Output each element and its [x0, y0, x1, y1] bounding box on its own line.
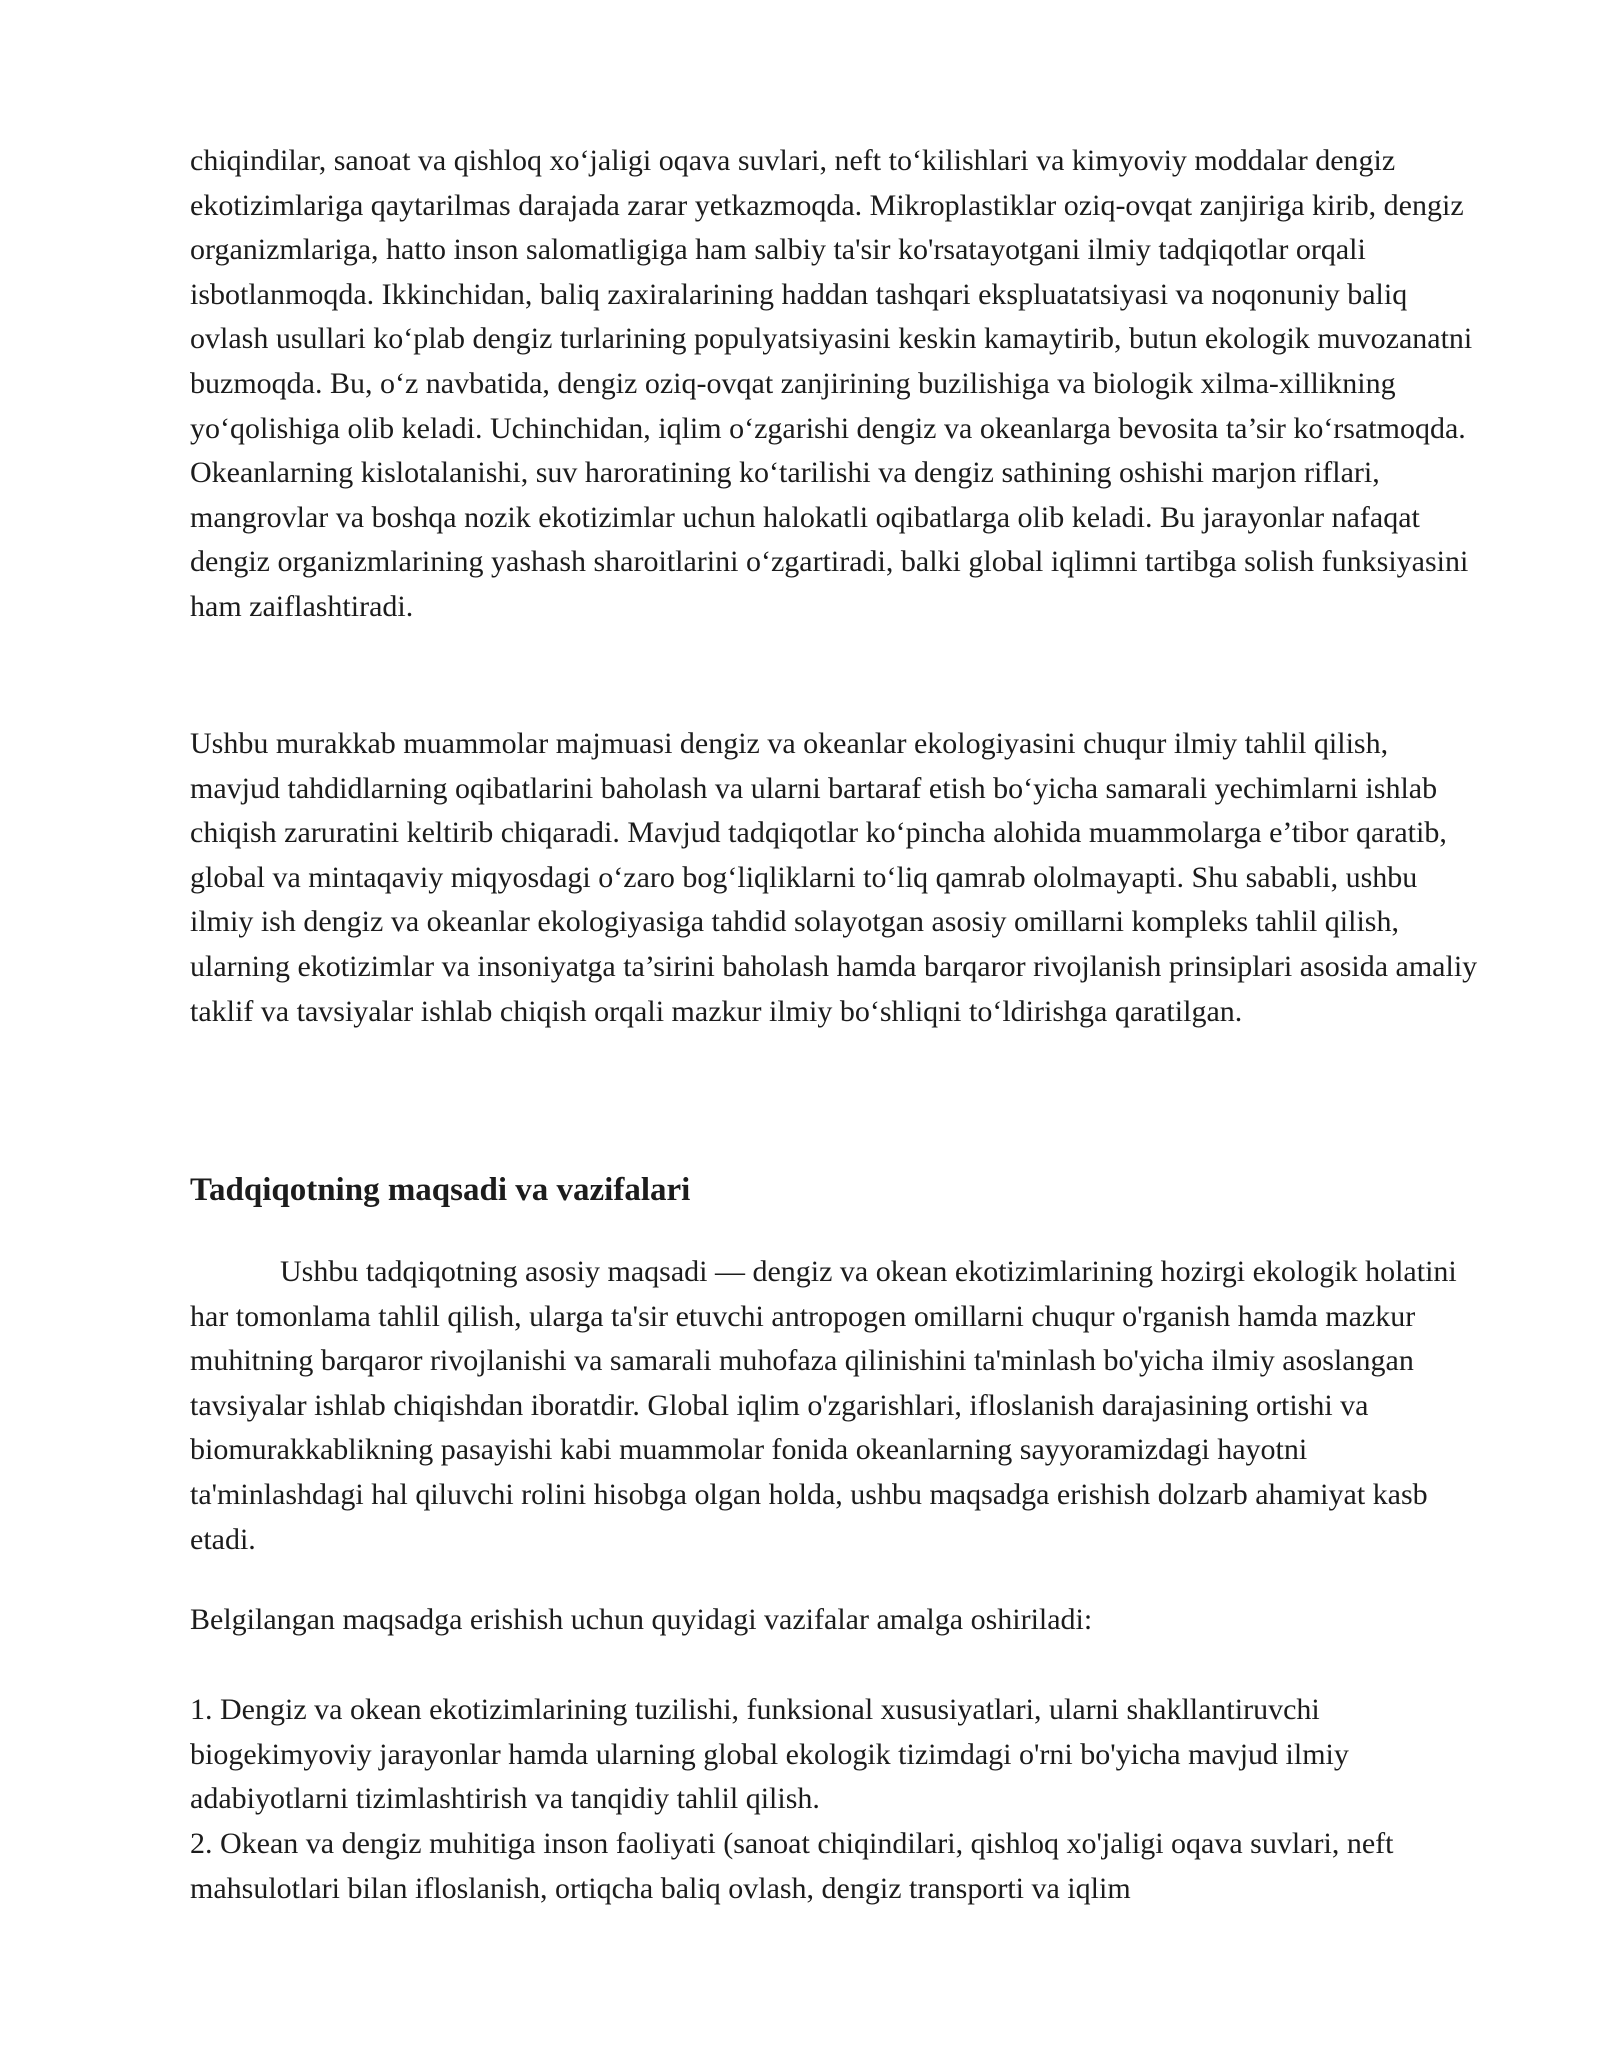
body-paragraph: Ushbu tadqiqotning asosiy maqsadi — dengiz va okean ekotizimlarining hozirgi ekologik holatini har tomonlama tahlil qilish, ularga ta'sir etuvchi antropogen omillarni chuqur o'rganish hamda mazkur muhitning barqaror rivojlanishi va samarali muhofaza qilinishini ta'minlash bo'yicha ilmiy asoslangan tavsiyalar ishlab chiqishdan iboratdir. Global iqlim o'zgarishlari, ifloslanish darajasining ortishi va biomurakkablikning pasayishi kabi muammolar fonida okeanlarning sayyoramizdagi hayotni ta'minlashdagi hal qiluvchi rolini hisobga olgan holda, ushbu maqsadga erishish dolzarb ahamiyat kasb etadi.	[190, 1255, 1457, 1556]
body-paragraph: Ushbu murakkab muammolar majmuasi dengiz va okeanlar ekologiyasini chuqur ilmiy tahlil qilish, mavjud tahdidlarning oqibatlarini baholash va ularni bartaraf etish bo‘yicha samarali yechimlarni ishlab chiqish zaruratini keltirib chiqaradi. Mavjud tadqiqotlar ko‘pincha alohida muammolarga e’tibor qaratib, global va mintaqaviy miqyosdagi o‘zaro bog‘liqliklarni to‘liq qamrab ololmayapti. Shu sababli, ushbu ilmiy ish dengiz va okeanlar ekologiyasiga tahdid solayotgan asosiy omillarni kompleks tahlil qilish, ularning ekotizimlar va insoniyatga ta’sirini baholash hamda barqaror rivojlanish prinsiplari asosida amaliy taklif va tavsiyalar ishlab chiqish orqali mazkur ilmiy bo‘shliqni to‘ldirishga qaratilgan.	[190, 727, 1478, 1028]
list-item: 2. Okean va dengiz muhitiga inson faoliyati (sanoat chiqindilari, qishloq xo'jaligi oqava suvlari, neft mahsulotlari bilan ifloslanish, ortiqcha baliq ovlash, dengiz transporti va iqlim	[190, 1827, 1394, 1905]
body-paragraph: Belgilangan maqsadga erishish uchun quyidagi vazifalar amalga oshiriladi:	[190, 1603, 1093, 1636]
section-heading: Tadqiqotning maqsadi va vazifalari	[190, 1172, 691, 1208]
body-paragraph: chiqindilar, sanoat va qishloq xo‘jaligi oqava suvlari, neft to‘kilishlari va kimyoviy moddalar dengiz ekotizimlariga qaytarilmas darajada zarar yetkazmoqda. Mikroplastiklar oziq-ovqat zanjiriga kirib, dengiz organizmlariga, hatto inson salomatligiga ham salbiy ta'sir ko'rsatayotgani ilmiy tadqiqotlar orqali isbotlanmoqda. Ikkinchidan, baliq zaxiralarining haddan tashqari ekspluatatsiyasi va noqonuniy baliq ovlash usullari ko‘plab dengiz turlarining populyatsiyasini keskin kamaytirib, butun ekologik muvozanatni buzmoqda. Bu, o‘z navbatida, dengiz oziq-ovqat zanjirining buzilishiga va biologik xilma-xillikning yo‘qolishiga olib keladi. Uchinchidan, iqlim o‘zgarishi dengiz va okeanlarga bevosita ta’sir ko‘rsatmoqda. Okeanlarning kislotalanishi, suv haroratining ko‘tarilishi va dengiz sathining oshishi marjon riflari, mangrovlar va boshqa nozik ekotizimlar uchun halokatli oqibatlarga olib keladi. Bu jarayonlar nafaqat dengiz organizmlarining yashash sharoitlarini o‘zgartiradi, balki global iqlimni tartibga solish funksiyasini ham zaiflashtiradi.	[190, 144, 1473, 623]
list-item: 1. Dengiz va okean ekotizimlarining tuzilishi, funksional xususiyatlari, ularni shakllantiruvchi biogekimyoviy jarayonlar hamda ularning global ekologik tizimdagi o'rni bo'yicha mavjud ilmiy adabiyotlarni tizimlashtirish va tanqidiy tahlil qilish.	[190, 1693, 1349, 1816]
